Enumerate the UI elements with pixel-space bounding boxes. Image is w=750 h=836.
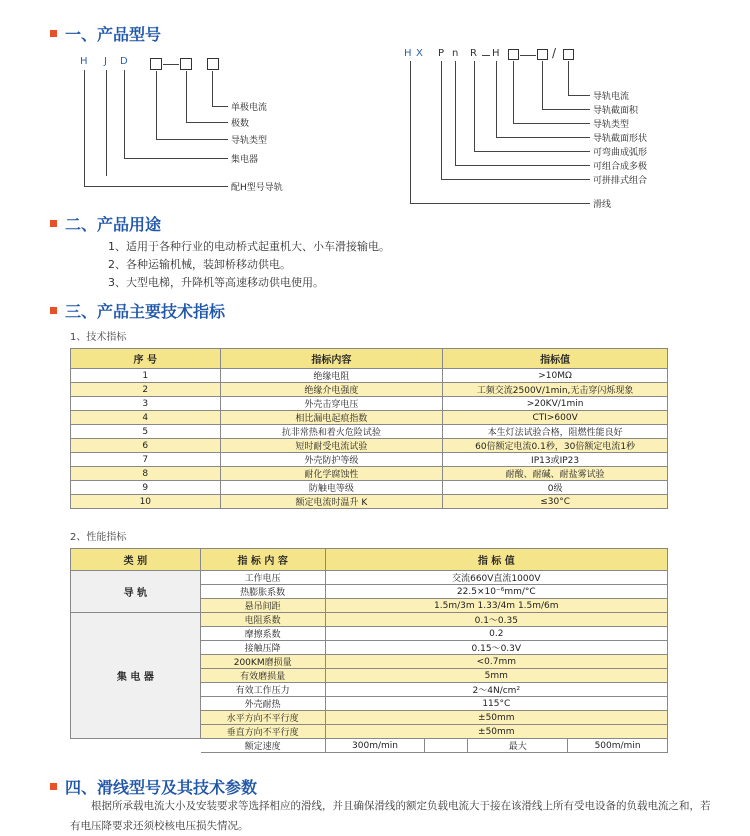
table-row (71, 397, 668, 411)
table-row (71, 425, 668, 439)
code-letter: n (452, 48, 460, 59)
table-cell: 悬吊间距 (200, 599, 325, 613)
table-cell: 防触电等级 (220, 481, 443, 495)
table-cell: IP13或IP23 (443, 453, 668, 467)
model-label: 滑线 (593, 200, 612, 210)
code-letter: H (404, 48, 413, 59)
usage-item: 2、各种运输机械，装卸桥移动供电。 (108, 258, 291, 271)
table-row (71, 739, 668, 753)
table-cell: 0.1～0.35 (325, 613, 667, 627)
table-row (71, 383, 668, 397)
table-cell: 外壳击穿电压 (220, 397, 443, 411)
table-cell: CTI>600V (443, 411, 668, 425)
code-letter: D (120, 56, 129, 67)
table-cell: 短时耐受电流试验 (220, 439, 443, 453)
table-row (71, 495, 668, 509)
table-cell: 4 (71, 411, 221, 425)
table-cell: 8 (71, 467, 221, 481)
table-cell: >10MΩ (443, 369, 668, 383)
table-cell: 水平方向不平行度 (200, 711, 325, 725)
table-cell: 绝缘介电强度 (220, 383, 443, 397)
section-title-model: 一、产品型号 (50, 22, 161, 45)
table-cell: 3 (71, 397, 221, 411)
table-cell: 热膨胀系数 (200, 585, 325, 599)
model-label: 导轨类型 (593, 120, 630, 130)
usage-item: 3、大型电梯，升降机等高速移动供电使用。 (108, 276, 324, 289)
table-cell: 1 (71, 369, 221, 383)
model-label: 极数 (231, 119, 250, 129)
table-cell: 工作电压 (200, 571, 325, 585)
code-box (207, 58, 219, 70)
table-cell: 5mm (325, 669, 667, 683)
performance-table (70, 548, 668, 753)
table-cell: 200KM磨损量 (200, 655, 325, 669)
table-row (71, 467, 668, 481)
table-cell: 有效工作压力 (200, 683, 325, 697)
table-cell: 500m/min (568, 739, 668, 753)
table-header: 指标值 (443, 349, 668, 369)
table-header: 序 号 (71, 349, 221, 369)
table-cell: ±50mm (325, 725, 667, 739)
code-box (537, 49, 548, 60)
table-cell: 摩擦系数 (200, 627, 325, 641)
model-label: 配H型号导轨 (231, 183, 283, 193)
table-cell: >20KV/1min (443, 397, 668, 411)
bullet-icon (50, 30, 57, 37)
table-cell: 5 (71, 425, 221, 439)
code-letter: P (438, 48, 446, 59)
table-cell: 有效磨损量 (200, 669, 325, 683)
model-label: 可组合成多极 (593, 162, 648, 172)
model-label: 导轨电流 (593, 92, 630, 102)
model-label: 可弯曲成弧形 (593, 148, 648, 158)
section-title-usage: 二、产品用途 (50, 212, 161, 235)
code-letter: X (416, 48, 424, 59)
table-row (71, 613, 668, 627)
bullet-icon (50, 307, 57, 314)
table-cell: 抗非常热和着火危险试验 (220, 425, 443, 439)
table-cell: 2～4N/cm² (325, 683, 667, 697)
usage-item: 1、适用于各种行业的电动桥式起重机大、小车滑接输电。 (108, 240, 390, 253)
table-cell: 额定速度 (200, 739, 325, 753)
model-label: 可拼排式组合 (593, 176, 648, 186)
group-cell: 集 电 器 (71, 613, 201, 739)
model-label: 导轨截面积 (593, 106, 639, 116)
code-letter: H (80, 56, 89, 67)
table-cell: 本生灯法试验合格，阻燃性能良好 (443, 425, 668, 439)
table-cell: 6 (71, 439, 221, 453)
code-box (180, 58, 192, 70)
model-label: 集电器 (231, 155, 259, 165)
table-cell: 工频交流2500V/1min,无击穿闪烁现象 (443, 383, 668, 397)
code-letter: R (470, 48, 478, 59)
table-cell: 最大 (468, 739, 568, 753)
table-cell: 1.5m/3m 1.33/4m 1.5m/6m (325, 599, 667, 613)
table-cell: 10 (71, 495, 221, 509)
table-row (71, 481, 668, 495)
table-cell (425, 739, 468, 753)
table-cell: ±50mm (325, 711, 667, 725)
table-row (71, 571, 668, 585)
table-header: 指 标 值 (325, 549, 667, 571)
table-row (71, 439, 668, 453)
section-title-models: 四、滑线型号及其技术参数 (50, 775, 257, 798)
table-row (71, 411, 668, 425)
table-cell: 外壳耐热 (200, 697, 325, 711)
table-cell: 外壳防护等级 (220, 453, 443, 467)
table-header: 指标内容 (220, 349, 443, 369)
table-cell: 电阻系数 (200, 613, 325, 627)
code-box (150, 58, 162, 70)
code-letter: J (104, 56, 108, 67)
table-row (71, 453, 668, 467)
table-cell: 交流660V直流1000V (325, 571, 667, 585)
table-cell: 额定电流时温升 K (220, 495, 443, 509)
perf-subtitle: 2、性能指标 (70, 532, 127, 543)
table-cell: 0.15～0.3V (325, 641, 667, 655)
bullet-icon (50, 783, 57, 790)
table-cell: ≤30°C (443, 495, 668, 509)
group-cell: 导 轨 (71, 571, 201, 613)
table-cell: 300m/min (325, 739, 425, 753)
table-row (71, 369, 668, 383)
table-cell: 垂直方向不平行度 (200, 725, 325, 739)
table-cell: 接触压降 (200, 641, 325, 655)
table-cell: 耐化学腐蚀性 (220, 467, 443, 481)
table-cell: 0.2 (325, 627, 667, 641)
tech-spec-table (70, 348, 668, 509)
model-label: 导轨截面形状 (593, 134, 648, 144)
table-cell: 9 (71, 481, 221, 495)
model-label: 单极电流 (231, 103, 268, 113)
table-cell: 60倍额定电流0.1秒，30倍额定电流1秒 (443, 439, 668, 453)
table-header: 指 标 内 容 (200, 549, 325, 571)
table-cell (71, 739, 201, 753)
table-header: 类 别 (71, 549, 201, 571)
section-title-specs: 三、产品主要技术指标 (50, 299, 225, 322)
table-cell: 0级 (443, 481, 668, 495)
description-paragraph: 根据所承载电流大小及安装要求等选择相应的滑线，并且确保滑线的额定负载电流大于接在该滑线上所有受电设备的负载电流之和，若有电压降要求还须校核电压损失情况。 (70, 800, 711, 832)
bullet-icon (50, 220, 57, 227)
table-cell: 相比漏电起痕指数 (220, 411, 443, 425)
code-box (563, 49, 574, 60)
table-cell: 7 (71, 453, 221, 467)
table-cell: 绝缘电阻 (220, 369, 443, 383)
code-letter: H (492, 48, 501, 59)
table-cell: 115°C (325, 697, 667, 711)
model-label: 导轨类型 (231, 136, 268, 146)
table-cell: 2 (71, 383, 221, 397)
code-box (508, 49, 519, 60)
tech-subtitle: 1、技术指标 (70, 332, 127, 343)
table-cell: 22.5×10⁻⁶mm/°C (325, 585, 667, 599)
table-cell: <0.7mm (325, 655, 667, 669)
table-cell: 耐酸、耐碱、耐盐雾试验 (443, 467, 668, 481)
